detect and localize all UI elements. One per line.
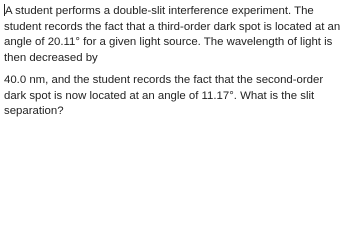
question-paragraph-1 — [4, 4, 346, 66]
question-paragraph-2: 40.0 nm, and the student records the fact that the second-order dark spot is now located at an angle of 11.17°. What is the slit separation? — [4, 74, 324, 117]
question-text-block — [4, 4, 346, 120]
question-paragraph-1-text: A student performs a double-slit interference experiment. The student records the fact that a third-order dark spot is located at an angle of 20.11° for a given light source. The wavelength of light is then decreased by — [4, 5, 341, 64]
